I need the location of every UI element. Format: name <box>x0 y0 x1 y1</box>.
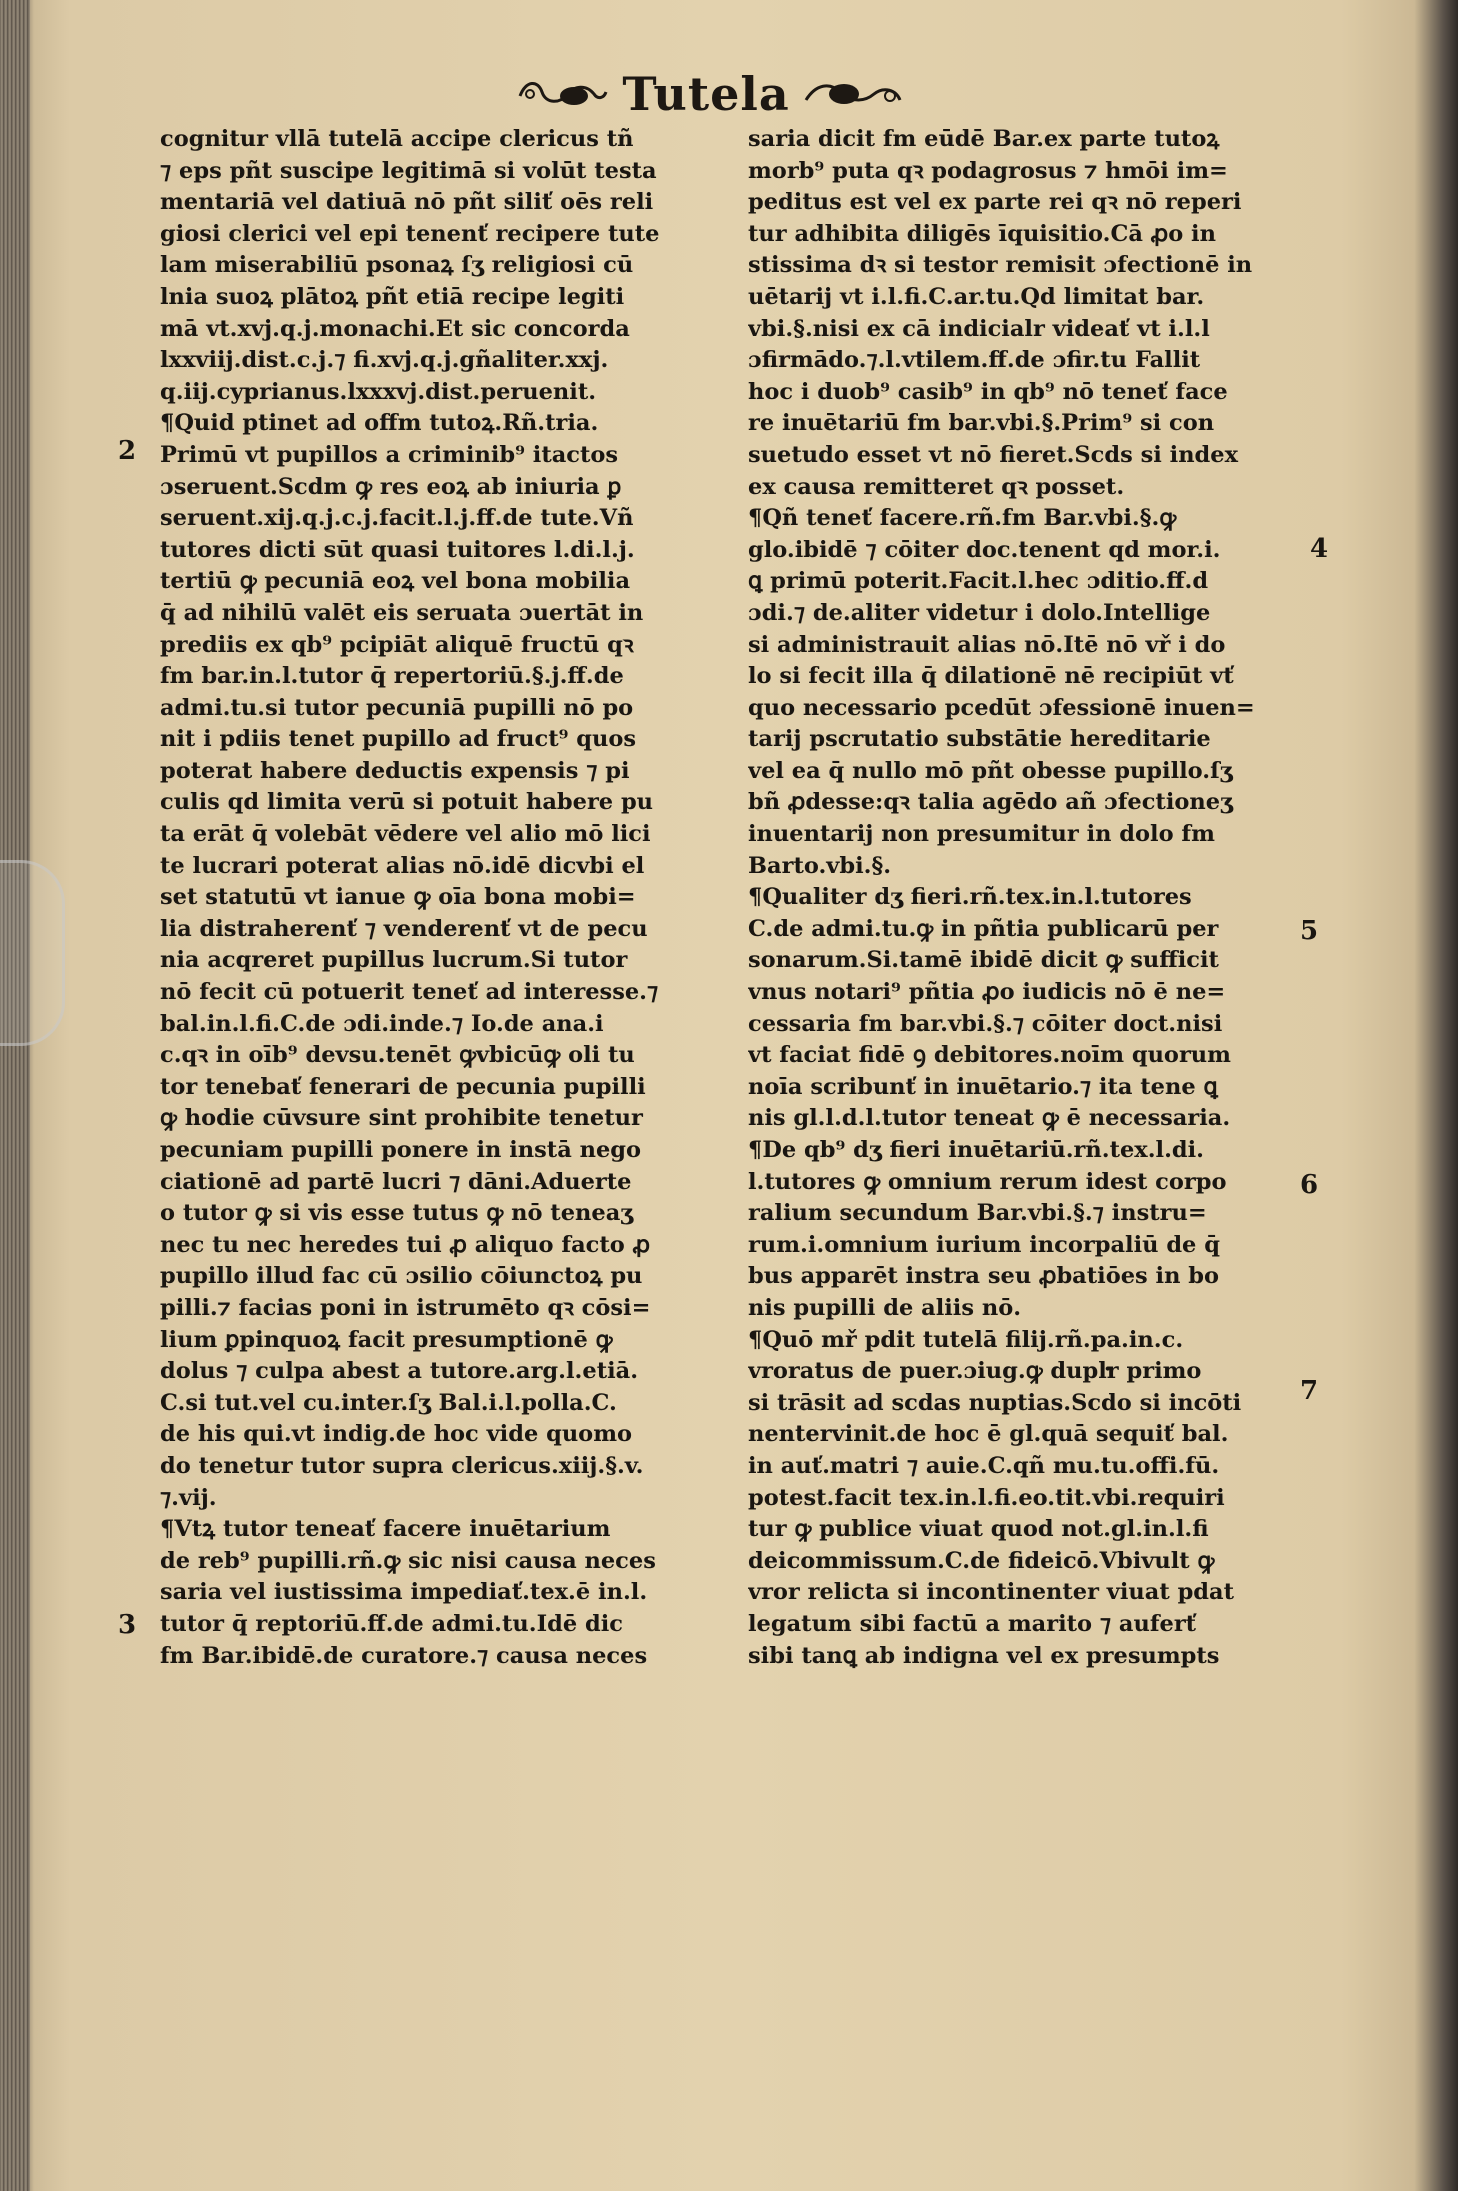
text-line: de reb⁹ pupilli.rñ.ꝙ sic nisi causa neces <box>160 1547 656 1574</box>
text-line: sonarum.Si.tamē ibidē dicit ꝙ sufficit <box>748 947 1219 974</box>
text-line: inuentarij non presumitur in dolo fm <box>748 821 1215 848</box>
text-line: lium ꝑpinquoꝝ facit presumptionē ꝙ <box>160 1326 613 1353</box>
text-line: suetudo esset vt nō fieret.Scds si index <box>748 441 1239 468</box>
text-line: Barto.vbi.§. <box>748 852 892 879</box>
text-line: tor tenebať fenerari de pecunia pupilli <box>160 1073 646 1100</box>
text-line: ⁊ eps pñt suscipe legitimā si volūt testa <box>160 157 657 184</box>
text-line: potest.facit tex.in.l.fi.eo.tit.vbi.requiri <box>748 1484 1225 1511</box>
text-line: tutor q̄ reptoriū.ff.de admi.tu.Idē dic <box>160 1610 623 1637</box>
text-line: nis pupilli de aliis nō. <box>748 1294 1022 1321</box>
text-line: ¶Quid ptinet ad offm tutoꝝ.Rñ.tria. <box>160 410 599 437</box>
text-line: nia acqreret pupillus lucrum.Si tutor <box>160 947 628 974</box>
text-line: cognitur vllā tutelā accipe clericus tñ <box>160 126 634 152</box>
text-line: nec tu nec heredes tui ꝓ aliquo facto ꝓ <box>160 1231 651 1258</box>
text-line: nis gl.l.d.l.tutor teneat ꝙ ē necessaria. <box>748 1105 1231 1132</box>
text-line: nō fecit cū potuerit teneť ad interesse.⁊ <box>160 979 659 1006</box>
text-line: vroratus de puer.ɔiug.ꝙ dupŀr primo <box>748 1358 1202 1385</box>
margin-mark-left-3: 3 <box>118 1610 137 1640</box>
margin-mark-right-7: 7 <box>1300 1376 1319 1406</box>
text-line: ɔfirmādo.⁊.l.vtilem.ff.de ɔfir.tu Fallit <box>748 347 1201 374</box>
right-ornament-icon <box>804 74 904 114</box>
text-line: saria dicit fm eūdē Bar.ex parte tutoꝝ <box>748 126 1220 152</box>
margin-mark-right-5: 5 <box>1300 916 1319 946</box>
text-line: legatum sibi factū a marito ⁊ auferť <box>748 1610 1197 1637</box>
text-line: pilli.⁊ facias poni in istrumēto qꝛ cōsi= <box>160 1294 651 1321</box>
left-ornament-icon <box>516 74 608 114</box>
text-line: ¶Qñ teneť facere.rñ.fm Bar.vbi.§.ꝙ <box>748 505 1177 532</box>
text-line: uētarij vt i.l.fi.C.ar.tu.Qd limitat bar. <box>748 283 1205 310</box>
text-line: noīa scribunť in inuētario.⁊ ita tene ꝗ <box>748 1073 1218 1100</box>
text-line: nit i pdiis tenet pupillo ad fruct⁹ quos <box>160 726 637 753</box>
page-edge-leaves <box>0 0 30 2191</box>
text-line: C.de admi.tu.ꝙ in pñtia publicarū per <box>748 915 1219 942</box>
running-header <box>480 58 940 130</box>
text-line: fm Bar.ibidē.de curatore.⁊ causa neces <box>160 1642 648 1669</box>
text-line: tur ꝙ publice viuat quod not.gl.in.l.fi <box>748 1516 1209 1543</box>
text-line: admi.tu.si tutor pecuniā pupilli nō po <box>160 694 634 721</box>
text-line: bñ ꝓdesse:qꝛ talia agēdo añ ɔfectioneʒ <box>748 789 1233 816</box>
text-line: ɔseruent.Scdm ꝙ res eoꝝ ab iniuria ꝑ <box>160 473 622 500</box>
text-line: si administrauit alias nō.Itē nō vř i do <box>748 631 1226 658</box>
text-line: de his qui.vt indig.de hoc vide quomo <box>160 1421 633 1448</box>
page-title: Tutela <box>622 67 790 121</box>
text-line: vt faciat fidē ꝯ debitores.noīm quorum <box>748 1042 1231 1069</box>
text-line: lnia suoꝝ plātoꝝ pñt etiā recipe legiti <box>160 283 625 310</box>
text-line: bus apparēt instra seu ꝓbatiōes in bo <box>748 1263 1219 1290</box>
text-line: ¶Qualiter dʒ fieri.rñ.tex.in.l.tutores <box>748 884 1192 911</box>
text-line: q̄ ad nihilū valēt eis seruata ɔuertāt in <box>160 599 644 626</box>
text-line: bal.in.l.fi.C.de ɔdi.inde.⁊ Io.de ana.i <box>160 1010 604 1037</box>
text-line: vnus notari⁹ pñtia ꝓo iudicis nō ē ne= <box>748 979 1226 1006</box>
text-line: c.qꝛ in oīb⁹ devsu.tenēt ꝙvbicūꝙ oli tu <box>160 1042 635 1069</box>
text-line: tarij pscrutatio substātie hereditarie <box>748 726 1211 753</box>
text-line: vbi.§.nisi ex cā indicialr videať vt i.l.l <box>748 315 1210 342</box>
text-line: l.tutores ꝙ omnium rerum idest corpo <box>748 1168 1227 1195</box>
right-text-column <box>748 124 1303 1672</box>
text-line: q.iij.cyprianus.lxxxvj.dist.peruenit. <box>160 378 597 405</box>
text-line: ex causa remitteret qꝛ posset. <box>748 473 1125 500</box>
text-line: C.si tut.vel cu.inter.ſʒ Bal.i.l.polla.C. <box>160 1389 617 1416</box>
text-line: giosi clerici vel epi tenenť recipere tute <box>160 220 660 247</box>
text-line: fm bar.in.l.tutor q̄ repertoriū.§.j.ff.de <box>160 663 624 690</box>
text-line: culis qd limita verū si potuit habere pu <box>160 789 654 816</box>
left-text-column <box>160 124 730 1672</box>
text-line: in auť.matri ⁊ auie.C.qñ mu.tu.offi.fū. <box>748 1452 1220 1479</box>
text-line: glo.ibidē ⁊ cōiter doc.tenent qd mor.i. <box>748 536 1221 563</box>
text-line: ꝙ hodie cūvsure sint prohibite tenetur <box>160 1105 643 1132</box>
text-line: rum.i.omnium iurium incorpaliū de q̄ <box>748 1231 1220 1258</box>
text-line: si trāsit ad scdas nuptias.Scdo si incōti <box>748 1389 1242 1416</box>
text-line: saria vel iustissima impediať.tex.ē in.l. <box>160 1579 648 1606</box>
text-line: prediis ex qb⁹ pcipiāt aliquē fructū qꝛ <box>160 631 634 658</box>
text-line: lia distraherenť ⁊ venderenť vt de pecu <box>160 915 648 942</box>
margin-mark-right-4: 4 <box>1310 534 1329 564</box>
text-line: ɔdi.⁊ de.aliter videtur i dolo.Intellige <box>748 599 1211 626</box>
text-line: cessaria fm bar.vbi.§.⁊ cōiter doct.nisi <box>748 1010 1223 1037</box>
text-line: pupillo illud fac cū ɔsilio cōiunctoꝝ pu <box>160 1263 643 1290</box>
text-line: sibi tanꝗ ab indigna vel ex presumpts <box>748 1642 1220 1669</box>
text-line: deicommissum.C.de fideicō.Vbivult ꝙ <box>748 1547 1215 1574</box>
text-line: nentervinit.de hoc ē gl.quā sequiť bal. <box>748 1421 1229 1448</box>
page-clip <box>0 860 65 1046</box>
text-line: peditus est vel ex parte rei qꝛ nō reperi <box>748 189 1242 216</box>
text-line: lam miserabiliū psonaꝝ ſʒ religiosi cū <box>160 252 634 279</box>
text-line: mentariā vel datiuā nō pñt siliť oēs reli <box>160 189 654 216</box>
text-line: tertiū ꝙ pecuniā eoꝝ vel bona mobilia <box>160 568 631 595</box>
text-line: ciationē ad partē lucri ⁊ dāni.Aduerte <box>160 1168 632 1195</box>
text-line: tutores dicti sūt quasi tuitores l.di.l.j. <box>160 536 635 563</box>
text-line: hoc i duob⁹ casib⁹ in qb⁹ nō teneť face <box>748 378 1228 405</box>
text-line: ¶Quō mř pdit tutelā filij.rñ.pa.in.c. <box>748 1326 1184 1353</box>
text-line: quo necessario pcedūt ɔfessionē inuen= <box>748 694 1255 721</box>
margin-mark-left-2: 2 <box>118 436 137 466</box>
text-line: ¶Vtꝝ tutor teneať facere inuētarium <box>160 1516 611 1543</box>
text-line: Primū vt pupillos a criminib⁹ itactos <box>160 441 619 468</box>
text-line: o tutor ꝙ si vis esse tutus ꝙ nō teneaʒ <box>160 1200 634 1227</box>
text-line: do tenetur tutor supra clericus.xiij.§.v. <box>160 1452 644 1479</box>
text-line: ¶De qb⁹ dʒ fieri inuētariū.rñ.tex.l.di. <box>748 1137 1205 1163</box>
text-line: lo si fecit illa q̄ dilationē nē recipiūt vť <box>748 663 1234 690</box>
text-line: re inuētariū fm bar.vbi.§.Prim⁹ si con <box>748 410 1215 437</box>
margin-mark-right-6: 6 <box>1300 1170 1319 1200</box>
text-line: vror relicta si incontinenter viuat pdat <box>748 1579 1235 1606</box>
text-line: mā vt.xvj.q.j.monachi.Et sic concorda <box>160 315 630 342</box>
text-line: morb⁹ puta qꝛ podagrosus ⁊ hmōi im= <box>748 157 1228 184</box>
text-line: seruent.xij.q.j.c.j.facit.l.j.ff.de tute.Vñ <box>160 505 634 532</box>
text-line: set statutū vt ianue ꝙ oīa bona mobi= <box>160 884 636 911</box>
text-line: dolus ⁊ culpa abest a tutore.arg.l.etiā. <box>160 1358 639 1385</box>
text-line: te lucrari poterat alias nō.idē dicvbi el <box>160 852 645 879</box>
text-line: ꝗ primū poterit.Facit.l.hec ɔditio.ff.d <box>748 568 1209 595</box>
text-line: lxxviij.dist.c.j.⁊ fi.xvj.q.j.gñaliter.xxj. <box>160 347 609 374</box>
text-line: poterat habere deductis expensis ⁊ pi <box>160 757 630 784</box>
text-line: ta erāt q̄ volebāt vēdere vel alio mō lici <box>160 821 651 848</box>
text-line: stissima dꝛ si testor remisit ɔfectionē in <box>748 252 1253 279</box>
text-line: pecuniam pupilli ponere in instā nego <box>160 1137 642 1163</box>
text-line: ⁊.vij. <box>160 1484 217 1511</box>
text-line: vel ea q̄ nullo mō pñt obesse pupillo.ſʒ <box>748 757 1233 784</box>
text-line: tur adhibita diligēs īquisitio.Cā ꝓo in <box>748 220 1216 247</box>
text-line: ralium secundum Bar.vbi.§.⁊ instru= <box>748 1200 1207 1227</box>
